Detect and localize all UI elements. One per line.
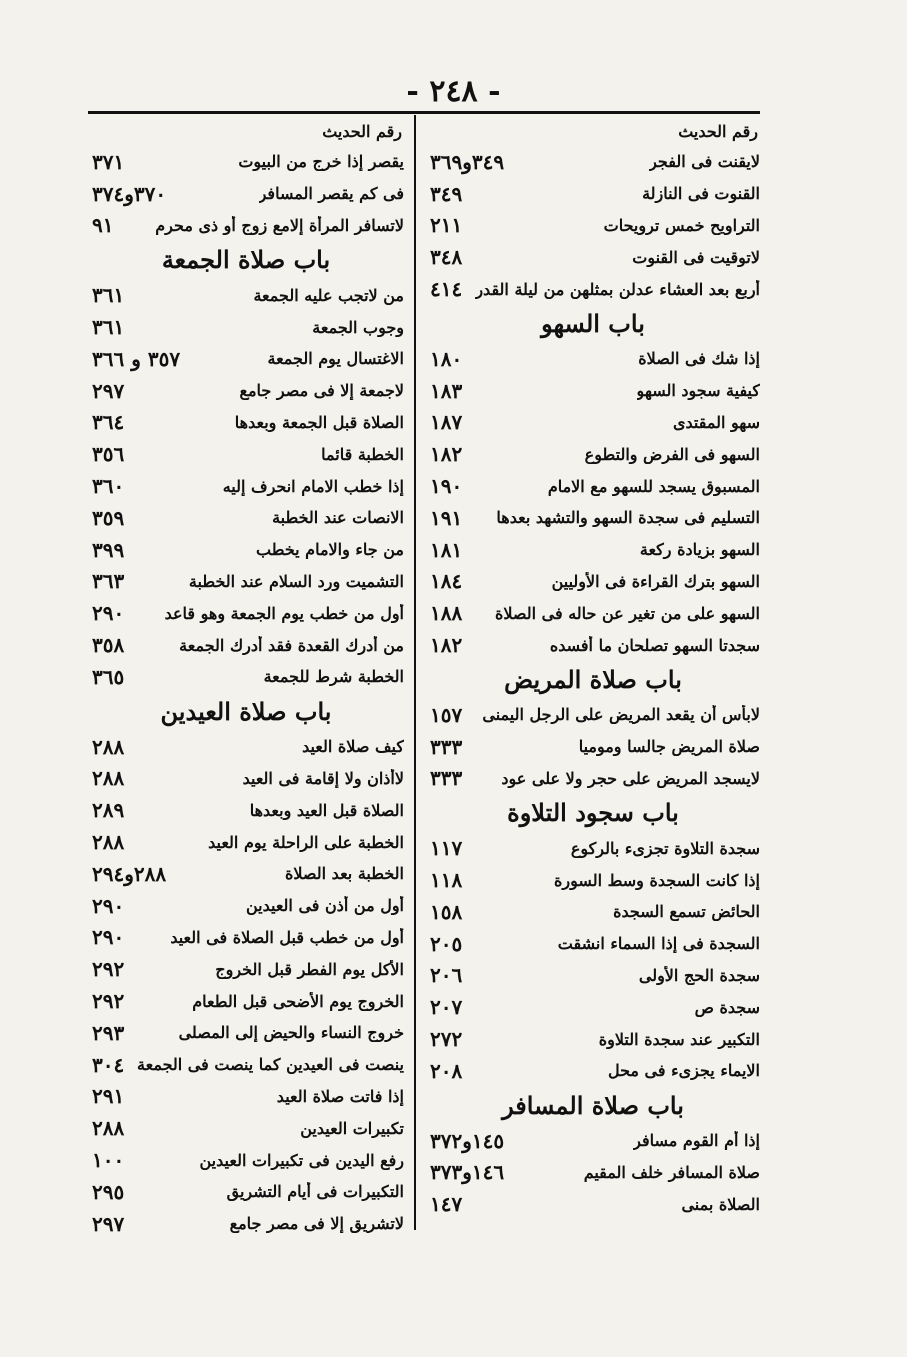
index-entry [426,1157,760,1189]
hadith-number: ٢٩٠ [92,893,125,918]
hadith-number: ١٨٢ [430,633,463,658]
entry-topic: الايماء يجزىء فى محل [607,1061,760,1081]
entry-topic: لابأس أن يقعد المريض على الرجل اليمنى [482,705,760,725]
hadith-number: ٢١١ [430,213,463,238]
entry-topic: الخطبة شرط للجمعة [263,667,404,687]
index-entry [88,566,404,598]
entry-topic: الاغتسال يوم الجمعة [267,349,404,369]
hadith-number: ٢٨٩ [92,798,125,823]
index-entry [88,953,404,985]
hadith-number: ٣٥٨ [92,633,125,658]
hadith-number: ١٨١ [430,537,463,562]
entry-topic: من أدرك القعدة فقد أدرك الجمعة [179,635,404,655]
entry-topic: التسليم فى سجدة السهو والتشهد بعدها [496,508,760,528]
index-entry [426,699,760,731]
index-entry [88,311,404,343]
hadith-number: ٢٩٣ [92,1020,125,1045]
column-header: رقم الحديث [322,122,402,141]
entry-topic: السهو بترك القراءة فى الأوليين [551,571,760,591]
entry-topic: من لاتجب عليه الجمعة [253,285,404,305]
hadith-number: ٢٠٨ [430,1058,463,1083]
entry-topic: أول من خطب قبل الصلاة فى العيد [170,927,404,947]
index-entry [88,731,404,763]
entry-topic: المسبوق يسجد للسهو مع الامام [547,476,760,496]
index-entry [88,210,404,242]
entry-topic: القنوت فى النازلة [642,184,760,204]
index-entry [88,534,404,566]
hadith-number: ١٤٥و٣٧٢ [430,1128,505,1153]
hadith-number: ٣٠٤ [92,1052,125,1077]
index-entry [88,146,404,178]
hadith-number: ١٨٧ [430,410,463,435]
hadith-number: ٢٩٢ [92,957,125,982]
hadith-number: ٣٤٩و٣٦٩ [430,149,505,174]
hadith-number: ١٨٣ [430,378,463,403]
hadith-number: ١١٨ [430,868,463,893]
index-entry [88,922,404,954]
index-entry [426,210,760,242]
entry-topic: وجوب الجمعة [312,317,404,337]
entry-topic: خروج النساء والحيض إلى المصلى [178,1023,404,1043]
hadith-number: ١١٧ [430,836,463,861]
index-entry [426,731,760,763]
index-entry [88,629,404,661]
section-title: باب السهو [541,308,645,338]
hadith-number: ١٤٦و٣٧٣ [430,1160,505,1185]
entry-topic: التشميت ورد السلام عند الخطبة [188,571,404,591]
hadith-number: ١٤٧ [430,1192,463,1217]
hadith-number: ١٥٨ [430,899,463,924]
index-entry [426,470,760,502]
hadith-number: ٤١٤ [430,277,463,302]
hadith-number: ٢٩١ [92,1084,125,1109]
index-entry [88,763,404,795]
index-entry [88,826,404,858]
hadith-number: ٣٧٠و٣٧٤ [92,181,167,206]
index-entry [426,534,760,566]
index-entry [88,279,404,311]
entry-topic: سجدة ص [694,997,760,1017]
hadith-number: ٢٨٨ [92,766,125,791]
index-entry [88,375,404,407]
hadith-number: ٢٩٧ [92,378,125,403]
index-entry [88,985,404,1017]
entry-topic: لاجمعة إلا فى مصر جامع [239,381,404,401]
entry-topic: الصلاة قبل العيد وبعدها [249,800,404,820]
header-rule [88,111,760,114]
index-entry [426,928,760,960]
entry-topic: سجدة التلاوة تجزىء بالركوع [570,838,760,858]
hadith-number: ٢٨٨ [92,830,125,855]
entry-topic: سجدة الحج الأولى [638,965,760,985]
entry-topic: أول من أذن فى العيدين [245,896,404,916]
entry-topic: الخطبة قائما [321,444,404,464]
hadith-number: ٢٨٨ [92,1116,125,1141]
entry-topic: الخطبة على الراحلة يوم العيد [208,832,404,852]
hadith-number: ٣٥٧ و ٣٦٦ [92,346,181,371]
index-entry [426,763,760,795]
index-entry [88,502,404,534]
entry-topic: لاأذان ولا إقامة فى العيد [242,768,404,788]
hadith-number: ٣٥٦ [92,442,125,467]
index-entry [426,502,760,534]
hadith-number: ١٨٢ [430,442,463,467]
hadith-number: ٢٩٢ [92,989,125,1014]
hadith-number: ٣٦١ [92,283,125,308]
entry-topic: لايسجد المريض على حجر ولا على عود [501,768,760,788]
section-title: باب سجود التلاوة [507,798,679,828]
index-entry [88,597,404,629]
hadith-number: ٣٦٥ [92,664,125,689]
entry-topic: السهو بزيادة ركعة [639,540,760,560]
entry-topic: السهو فى الفرض والتطوع [584,444,760,464]
hadith-number: ٣٦١ [92,315,125,340]
hadith-number: ٢٨٨ [92,734,125,759]
index-entry [88,1081,404,1113]
index-entry [426,146,760,178]
entry-topic: التكبيرات فى أيام التشريق [226,1182,404,1202]
index-entry [426,273,760,305]
entry-topic: أربع بعد العشاء عدلن بمثلهن من ليلة القدر [475,279,760,299]
hadith-number: ١٩٠ [430,474,463,499]
entry-topic: التراويح خمس ترويحات [603,215,760,235]
entry-topic: كيفية سجود السهو [636,381,760,401]
index-entry [88,470,404,502]
index-entry [88,1112,404,1144]
index-entry [88,178,404,210]
index-entry [88,438,404,470]
hadith-number: ٩١ [92,213,114,238]
index-entry [426,343,760,375]
hadith-number: ٢٠٦ [430,963,463,988]
index-entry [426,1125,760,1157]
hadith-number: ١٠٠ [92,1148,125,1172]
hadith-number: ١٥٧ [430,702,463,727]
index-list [88,146,404,1240]
right-column [426,118,760,1220]
hadith-number: ٢٩٥ [92,1179,125,1204]
hadith-number: ١٨٨ [430,601,463,626]
index-list [426,146,760,1220]
entry-topic: من جاء والامام يخطب [255,540,404,560]
index-entry [426,960,760,992]
index-entry [88,343,404,375]
entry-topic: إذا كانت السجدة وسط السورة [554,870,760,890]
entry-topic: إذا شك فى الصلاة [638,349,760,369]
hadith-number: ٣٦٤ [92,410,125,435]
entry-topic: التكبير عند سجدة التلاوة [598,1029,760,1049]
index-entry [426,375,760,407]
hadith-number: ٢٩٠ [92,601,125,626]
index-entry [426,1055,760,1087]
entry-topic: صلاة المريض جالسا وموميا [578,737,760,757]
hadith-number: ٣٥٩ [92,505,125,530]
hadith-number: ٣٩٩ [92,537,125,562]
hadith-number: ٢٠٧ [430,995,463,1020]
hadith-number: ١٨٤ [430,569,463,594]
index-entry [426,566,760,598]
index-entry [426,991,760,1023]
entry-topic: إذا أم القوم مسافر [633,1131,760,1151]
index-entry [88,858,404,890]
hadith-number: ٢٠٥ [430,931,463,956]
index-entry [88,890,404,922]
index-entry [88,1144,404,1176]
entry-topic: السهو على من تغير عن حاله فى الصلاة [494,603,760,623]
hadith-number: ٣٤٩ [430,181,463,206]
page-number: - ٢٤٨ - [406,74,501,109]
entry-topic: فى كم يقصر المسافر [258,184,404,204]
entry-topic: الخروج يوم الأضحى قبل الطعام [192,991,404,1011]
index-entry [426,407,760,439]
column-header: رقم الحديث [678,122,758,141]
entry-topic: إذا فاتت صلاة العيد [276,1086,404,1106]
index-entry [88,794,404,826]
hadith-number: ٣٣٣ [430,734,463,759]
entry-topic: إذا خطب الامام انحرف إليه [222,476,404,496]
index-entry [426,241,760,273]
entry-topic: كيف صلاة العيد [302,737,404,757]
entry-topic: الصلاة قبل الجمعة وبعدها [234,412,404,432]
index-entry [426,178,760,210]
hadith-number: ٣٦٠ [92,474,125,499]
index-entry [426,1188,760,1220]
entry-topic: الحائض تسمع السجدة [613,902,760,922]
hadith-number: ٢٧٢ [430,1027,463,1052]
hadith-number: ٢٨٨و٢٩٤ [92,861,167,886]
index-entry [88,1017,404,1049]
hadith-number: ٢٩٧ [92,1211,125,1236]
entry-topic: لايقنت فى الفجر [649,152,760,172]
index-entry [426,832,760,864]
entry-topic: ينصت فى العيدين كما ينصت فى الجمعة [137,1055,404,1075]
index-entry [426,896,760,928]
hadith-number: ١٩١ [430,505,463,530]
entry-topic: السجدة فى إذا السماء انشقت [557,934,760,954]
section-title: باب صلاة الجمعة [161,245,331,275]
entry-topic: سجدتا السهو تصلحان ما أفسده [549,635,760,655]
entry-topic: الانصات عند الخطبة [272,508,404,528]
entry-topic: رفع اليدين فى تكبيرات العيدين [199,1150,404,1170]
section-title: باب صلاة المريض [504,664,682,694]
section-title: باب صلاة العيدين [160,696,332,726]
index-entry [426,597,760,629]
entry-topic: لاتسافر المرأة إلامع زوج أو ذى محرم [155,215,404,235]
entry-topic: الصلاة بمنى [681,1194,760,1214]
index-entry [88,407,404,439]
index-entry [426,1023,760,1055]
entry-topic: الأكل يوم الفطر قبل الخروج [215,959,404,979]
entry-topic: صلاة المسافر خلف المقيم [583,1162,760,1182]
index-entry [88,661,404,693]
hadith-number: ٣٦٣ [92,569,125,594]
entry-topic: الخطبة بعد الصلاة [284,864,404,884]
index-entry [426,864,760,896]
entry-topic: لاتشريق إلا فى مصر جامع [229,1214,404,1234]
entry-topic: سهو المقتدى [672,412,760,432]
hadith-number: ١٨٠ [430,346,463,371]
hadith-number: ٣٣٣ [430,766,463,791]
left-column [88,118,404,1240]
index-entry [426,438,760,470]
index-entry [88,1049,404,1081]
entry-topic: لاتوقيت فى القنوت [632,247,760,267]
hadith-number: ٢٩٠ [92,925,125,950]
column-divider [414,115,416,1230]
entry-topic: يقصر إذا خرج من البيوت [238,152,404,172]
index-entry [88,1208,404,1240]
entry-topic: تكبيرات العيدين [300,1118,404,1138]
index-entry [426,629,760,661]
hadith-number: ٣٧١ [92,149,125,174]
hadith-number: ٣٤٨ [430,245,463,270]
section-title: باب صلاة المسافر [502,1090,684,1120]
index-entry [88,1176,404,1208]
entry-topic: أول من خطب يوم الجمعة وهو قاعد [164,603,404,623]
